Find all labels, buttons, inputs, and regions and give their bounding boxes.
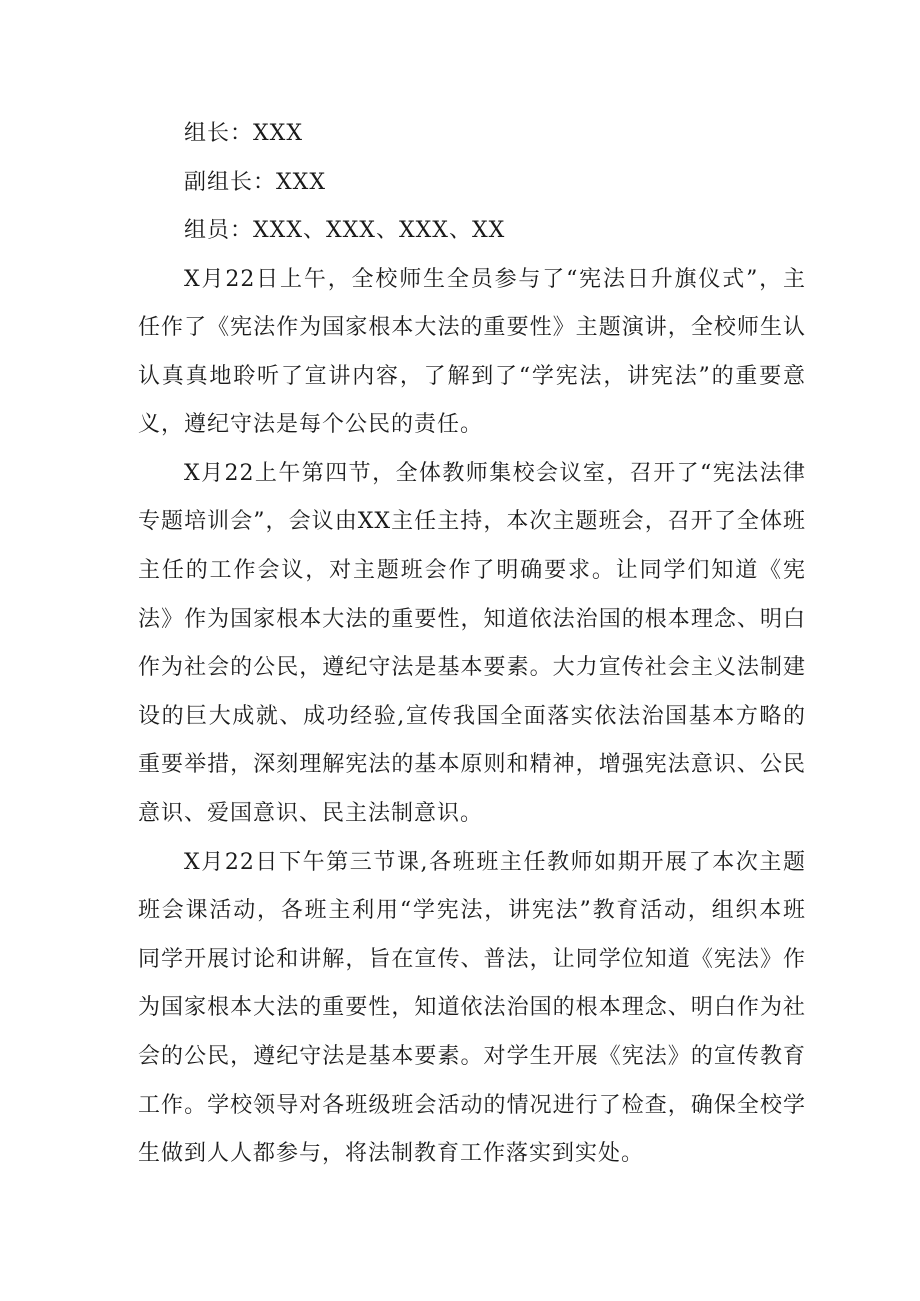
paragraph-teacher-training: X月22上午第四节，全体教师集校会议室，召开了“宪法法律专题培训会”，会议由XX主任主持，本次主题班会，召开了全体班主任的工作会议，对主题班会作了明确要求。让同学们知道《宪法》作为国家根本大法的重要性，知道依法治国的根本理念、明白作为社会的公民，遵纪守法是基本要素。大力宣传社会主义法制建设的巨大成就、成功经验,宣传我国全面落实依法治国基本方略的重要举措，深刻理解宪法的基本原则和精神，增强宪法意识、公民意识、爱国意识、民主法制意识。 [138, 460, 806, 827]
roster-members: 组员：XXX、XXX、XXX、XX [184, 218, 506, 243]
roster-deputy-leader: 副组长：XXX [184, 169, 326, 195]
paragraph-class-meeting: X月22日下午第三节课,各班班主任教师如期开展了本次主题班会课活动，各班主利用“学宪法，讲宪法”教育活动，组织本班同学开展讨论和讲解，旨在宣传、普法，让同学位知道《宪法》作为国家根本大法的重要性，知道依法治国的根本理念、明白作为社会的公民，遵纪守法是基本要素。对学生开展《宪法》的宣传教育工作。学校领导对各班级班会活动的情况进行了检查，确保全校学生做到人人都参与，将法制教育工作落实到实处。 [138, 849, 806, 1167]
paragraph-flag-ceremony: X月22日上午，全校师生全员参与了“宪法日升旗仪式”，主任作了《宪法作为国家根本大法的重要性》主题演讲，全校师生认认真真地聆听了宣讲内容，了解到了“学宪法，讲宪法”的重要意义，遵纪守法是每个公民的责任。 [138, 266, 806, 438]
document-body [138, 110, 806, 1179]
roster-leader: 组长：XXX [184, 121, 303, 146]
